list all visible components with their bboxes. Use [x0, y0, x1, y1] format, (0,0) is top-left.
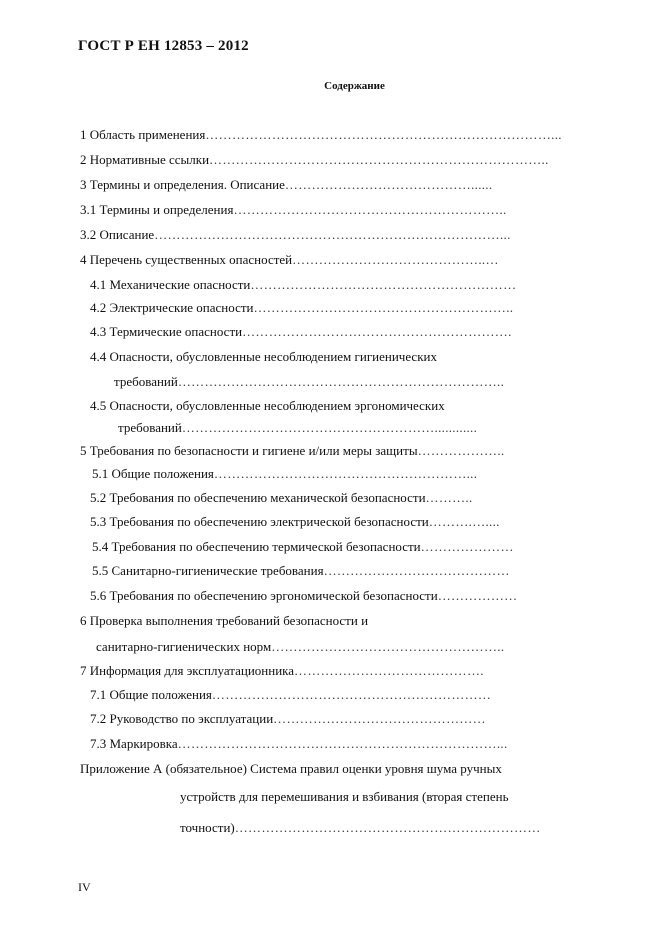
toc-entry-leader: …………………	[420, 539, 514, 554]
toc-entry-title: Приложение А (обязательное) Система правил оценки уровня шума ручных	[80, 761, 502, 776]
toc-entry	[80, 150, 549, 170]
toc-entry-leader: …………………………………………………...	[213, 466, 478, 481]
toc-entry	[90, 709, 486, 729]
toc-entry-leader: ……………………………………………………………	[234, 820, 541, 835]
toc-entry-title: 3.2 Описание	[80, 227, 155, 242]
toc-entry-leader: ………………………………………………………	[211, 687, 492, 702]
toc-entry-title: 4.4 Опасности, обусловленные несоблюдением гигиенических	[90, 349, 437, 364]
toc-entry-title: 5.5 Санитарно-гигиенические требования	[92, 563, 324, 578]
toc-entry-title: 5 Требования по безопасности и гигиене и/или меры защиты	[80, 443, 418, 458]
toc-entry-leader: ……………………………………	[323, 563, 510, 578]
toc-entry-leader: ………………	[437, 588, 518, 603]
toc-entry-title: 2 Нормативные ссылки	[80, 152, 210, 167]
toc-entry	[90, 322, 512, 342]
toc-entry-title: 5.3 Требования по обеспечению электрической безопасности	[90, 514, 429, 529]
toc-entry	[80, 225, 511, 245]
toc-entry-title: 3.1 Термины и определения	[80, 202, 234, 217]
toc-entry	[80, 611, 368, 631]
toc-entry-leader: …………………………………………………….	[242, 324, 512, 339]
toc-entry	[92, 537, 514, 557]
toc-entry-leader: …………………………………………………............	[181, 420, 478, 435]
toc-entry-title: 5.4 Требования по обеспечению термической безопасности	[92, 539, 421, 554]
toc-entry	[90, 396, 445, 416]
toc-entry-leader: …………………………………….	[294, 663, 484, 678]
toc-entry-title: требований	[118, 420, 182, 435]
toc-entry-title: 6 Проверка выполнения требований безопасности и	[80, 613, 369, 628]
toc-entry	[90, 512, 500, 532]
toc-entry-title: 4.2 Электрические опасности	[90, 300, 254, 315]
toc-entry-title: 5.1 Общие положения	[92, 466, 214, 481]
toc-entry-leader: ……………………………………..…	[292, 252, 499, 267]
toc-entry-title: 1 Область применения	[80, 127, 206, 142]
toc-entry-title: 7 Информация для эксплуатационника	[80, 663, 295, 678]
toc-entry	[80, 175, 492, 195]
toc-entry-leader: ………………..	[417, 443, 505, 458]
toc-entry	[80, 200, 507, 220]
toc-entry	[90, 685, 491, 705]
toc-entry	[90, 347, 437, 367]
toc-entry-title: требований	[114, 374, 178, 389]
toc-entry-leader: ………………………………………………………………..	[177, 374, 505, 389]
toc-title: Содержание	[324, 80, 385, 92]
toc-entry-title: 4.3 Термические опасности	[90, 324, 243, 339]
toc-entry-leader: …………………………………………………………………..	[209, 152, 549, 167]
toc-entry-leader: ……………………………………......	[284, 177, 493, 192]
toc-entry	[80, 661, 484, 681]
toc-entry	[80, 759, 502, 779]
toc-entry	[90, 275, 516, 295]
toc-entry	[96, 637, 504, 657]
toc-entry-leader: ……………………………………………………..	[233, 202, 507, 217]
toc-entry-title: 4.5 Опасности, обусловленные несоблюдением эргономических	[90, 398, 445, 413]
toc-entry-leader: ……………………………………………………	[250, 277, 517, 292]
toc-entry-title: 4.1 Механические опасности	[90, 277, 251, 292]
toc-entry	[80, 125, 562, 145]
toc-entry-title: 5.6 Требования по обеспечению эргономической безопасности	[90, 588, 438, 603]
toc-entry	[90, 488, 473, 508]
toc-entry-leader: …………………………………………	[273, 711, 486, 726]
toc-entry	[90, 298, 513, 318]
toc-entry	[80, 441, 504, 461]
toc-entry	[92, 561, 510, 581]
toc-entry-leader: ……………………………………………………………………...	[205, 127, 562, 142]
document-code: ГОСТ Р ЕН 12853 – 2012	[78, 38, 249, 54]
toc-entry	[180, 818, 541, 838]
toc-entry	[92, 464, 477, 484]
toc-entry-title: 3 Термины и определения. Описание	[80, 177, 285, 192]
toc-entry	[80, 250, 499, 270]
toc-entry-leader: ………..	[425, 490, 473, 505]
toc-entry-leader: ………………………………………………………………...	[177, 736, 508, 751]
toc-entry	[118, 418, 477, 438]
toc-entry-leader: ……………………………………………………………………...	[154, 227, 511, 242]
toc-entry	[90, 734, 508, 754]
toc-entry-title: 5.2 Требования по обеспечению механической безопасности	[90, 490, 426, 505]
toc-entry-title: устройств для перемешивания и взбивания (вторая степень	[180, 789, 509, 804]
toc-entry-title: 7.1 Общие положения	[90, 687, 212, 702]
page-number: IV	[78, 880, 91, 894]
toc-entry-title: точности)	[180, 820, 235, 835]
toc-entry-leader: ……………………………………………..	[271, 639, 505, 654]
toc-entry-leader: ……….…....	[428, 514, 500, 529]
toc-entry-title: 7.2 Руководство по эксплуатации	[90, 711, 274, 726]
toc-entry-title: 7.3 Маркировка	[90, 736, 178, 751]
toc-entry-title: 4 Перечень существенных опасностей	[80, 252, 293, 267]
toc-entry	[180, 787, 509, 807]
toc-entry-leader: …………………………………………………..	[253, 300, 514, 315]
toc-entry	[90, 586, 518, 606]
toc-entry-title: санитарно-гигиенических норм	[96, 639, 272, 654]
toc-entry	[114, 372, 504, 392]
